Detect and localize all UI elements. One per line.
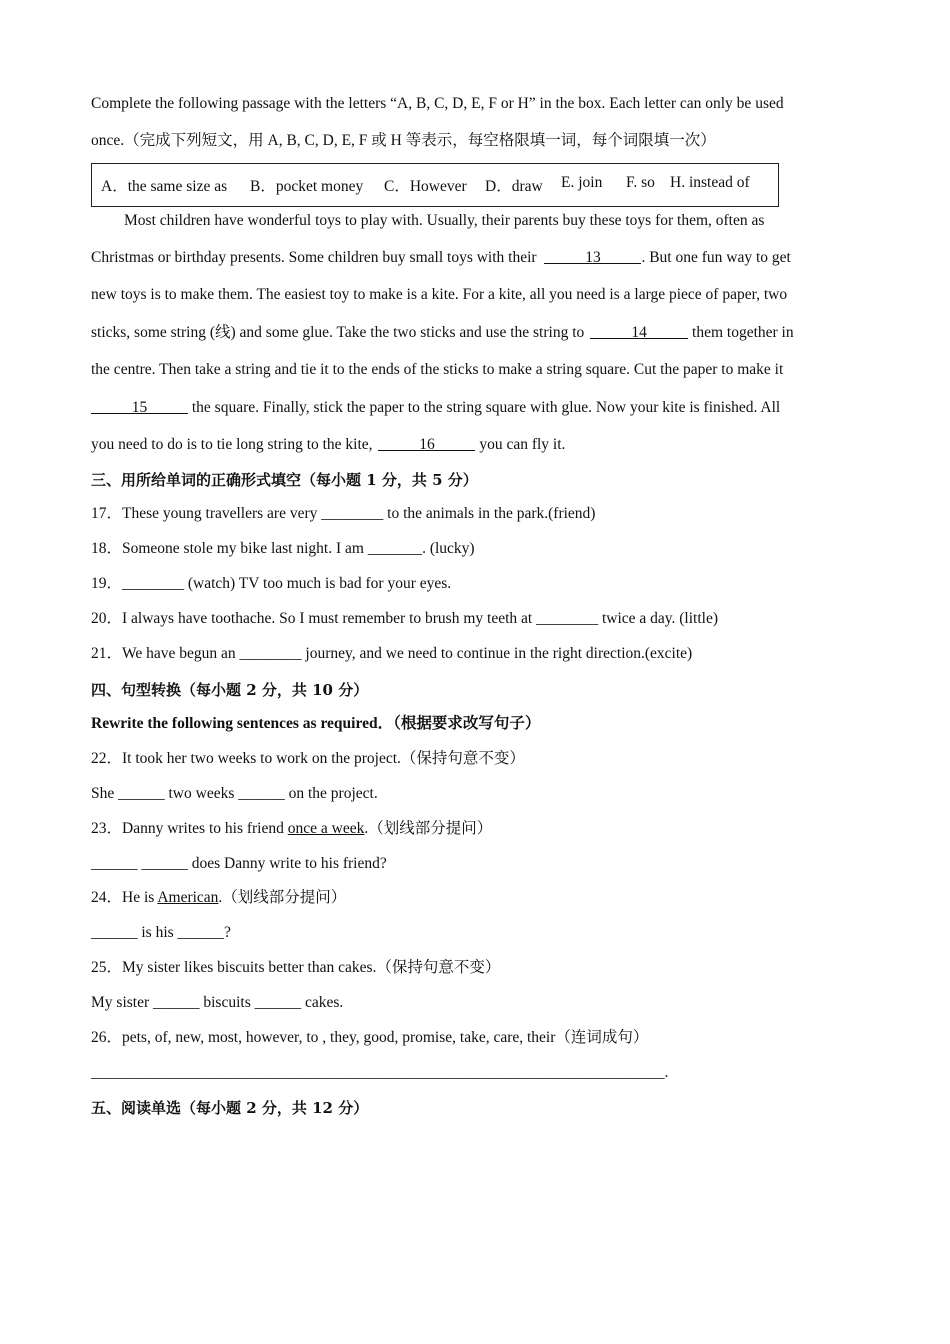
blank-13[interactable]: 13 [544,249,641,264]
option-a: A．the same size as [101,178,228,195]
option-d: D．draw [485,178,543,195]
question-22: 22．It took her two weeks to work on the project.（保持句意不变） [91,750,525,767]
question-26: 26．pets, of, new, most, however, to , they, good, promise, take, care, their（连词成句） [91,1029,649,1046]
passage-text: Christmas or birthday presents. Some children buy small toys with their [91,249,537,266]
answer-22: She ______ two weeks ______ on the project. [91,785,378,802]
passage-text: them together in [692,324,794,341]
passage-text: you can fly it. [479,436,566,453]
question-20: 20．I always have toothache. So I must remember to brush my teeth at ________ twice a day. (little) [91,610,719,627]
answer-24: ______ is his ______? [91,924,231,941]
answer-26: __________________________________________________________________________. [91,1064,669,1081]
question-21: 21．We have begun an ________ journey, and we need to continue in the right direction.(excite) [91,645,693,662]
question-25: 25．My sister likes biscuits better than cakes.（保持句意不变） [91,959,501,976]
question-19: 19．________ (watch) TV too much is bad for your eyes. [91,575,452,592]
passage-text: you need to do is to tie long string to the kite, [91,436,373,453]
option-h: H. instead of [670,174,750,191]
passage-text: the square. Finally, stick the paper to the string square with glue. Now your kite is finished. All [191,399,781,416]
passage-line-1: Most children have wonderful toys to play with. Usually, their parents buy these toys for them, often as [124,212,765,229]
option-c: C．However [384,178,467,195]
section-4-title: 四、句型转换（每小题 2 分，共 10 分） [91,681,369,699]
intro-line-1: Complete the following passage with the letters “A, B, C, D, E, F or H” in the box. Each letter can only be used [91,95,784,112]
passage-line-6 [91,398,780,418]
blank-16[interactable]: 16 [378,436,475,451]
option-b: B．pocket money [250,178,364,195]
passage-line-5: the centre. Then take a string and tie it to the ends of the sticks to make a string square. Cut the paper to make it [91,361,784,378]
question-18: 18．Someone stole my bike last night. I am _______. (lucky) [91,540,475,557]
word-box [91,163,779,207]
option-e: E. join [561,174,603,191]
question-text: .（划线部分提问） [218,889,347,906]
question-text: .（划线部分提问） [364,820,493,837]
question-text: 24．He is [91,889,158,906]
section-5-title: 五、阅读单选（每小题 2 分，共 12 分） [91,1099,369,1117]
passage-line-2 [91,248,791,268]
passage-text: . But one fun way to get [641,249,791,266]
blank-15[interactable]: 15 [91,399,188,414]
blank-14[interactable]: 14 [590,324,688,339]
question-text: 23．Danny writes to his friend [91,820,288,837]
option-f: F. so [626,174,655,191]
answer-25: My sister ______ biscuits ______ cakes. [91,994,344,1011]
intro-line-2: once.（完成下列短文，用 A, B, C, D, E, F 或 H 等表示，每空格限填一词，每个词限填一次） [91,132,716,149]
passage-text: sticks, some string (线) and some glue. Take the two sticks and use the string to [91,324,585,341]
passage-line-4 [91,323,794,343]
question-17: 17．These young travellers are very ________ to the animals in the park.(friend) [91,505,596,522]
underlined-phrase: American [157,889,219,906]
question-24 [91,888,346,908]
passage-line-3: new toys is to make them. The easiest toy to make is a kite. For a kite, all you need is a large piece of paper, two [91,286,788,303]
passage-line-7 [91,435,565,455]
underlined-phrase: once a week [287,820,365,837]
answer-23: ______ ______ does Danny write to his friend? [91,855,387,872]
section-4-subtitle: Rewrite the following sentences as required．（根据要求改写句子） [91,715,541,732]
question-23 [91,819,492,839]
section-3-title: 三、用所给单词的正确形式填空（每小题 1 分，共 5 分） [91,471,478,489]
